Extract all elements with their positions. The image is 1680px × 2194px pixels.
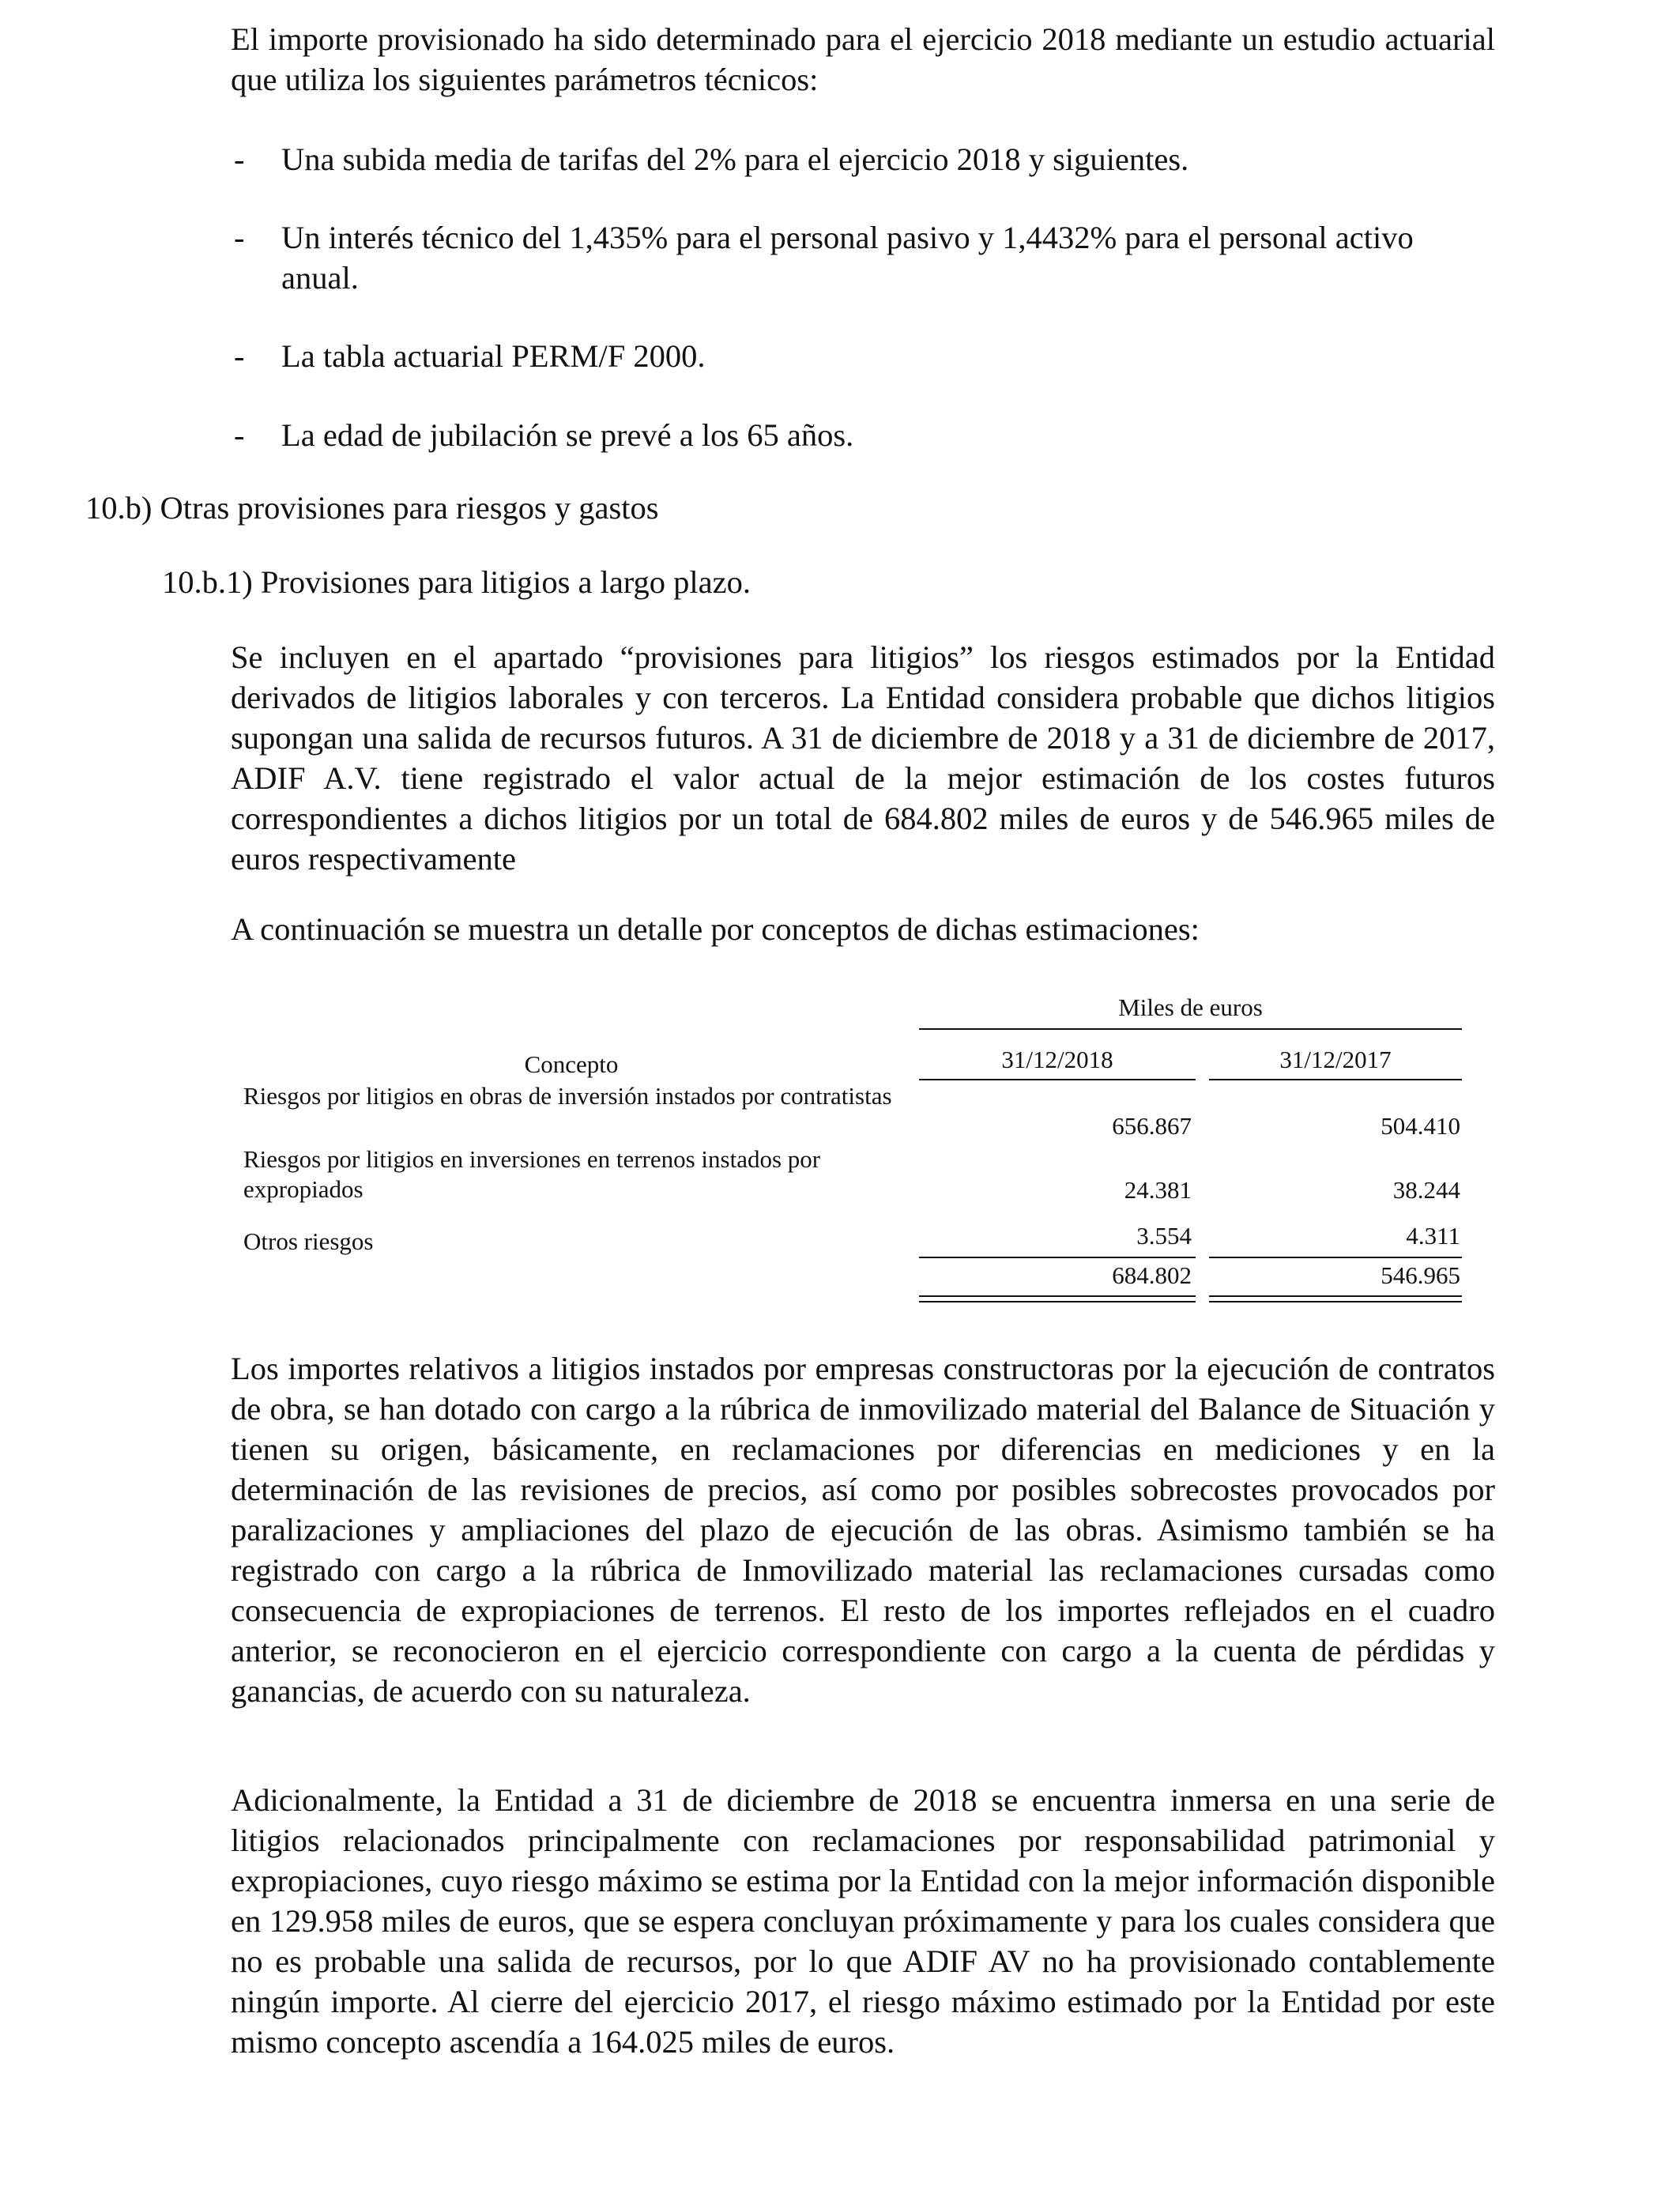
table-intro-paragraph: A continuación se muestra un detalle por conceptos de dichas estimaciones: — [231, 911, 1200, 947]
table-subtotal-rule — [1209, 1257, 1462, 1258]
constructors-paragraph: Los importes relativos a litigios instados por empresas constructoras por la ejecución de contratos de obra, se han dotado con cargo a la rúbrica de inmovilizado material del Balance de Situación y tienen su origen, básicamente, en reclamaciones por diferencias en mediciones y en la determinación de las revisiones de precios, así como por posibles sobrecostes provocados por paralizaciones y ampliaciones del plazo de ejecución de las obras. Asimismo también se ha registrado con cargo a la rúbrica de Inmovilizado material las reclamaciones cursadas como consecuencia de expropiaciones de terrenos. El resto de los importes reflejados en el cuadro anterior, se reconocieron en el ejercicio correspondiente con cargo a la cuenta de pérdidas y ganancias, de acuerdo con su naturaleza. — [231, 1351, 1495, 1709]
bullet-text: La edad de jubilación se prevé a los 65 años. — [281, 417, 854, 453]
bullet-text: La tabla actuarial PERM/F 2000. — [281, 338, 706, 374]
table-total-double-rule — [919, 1295, 1196, 1297]
table-row-value-2017: 4.311 — [1406, 1222, 1460, 1250]
table-row-concept: Otros riesgos — [243, 1227, 374, 1255]
litigation-paragraph: Se incluyen en el apartado “provisiones para litigios” los riesgos estimados por la Entidad derivados de litigios laborales y con terceros. La Entidad considera probable que dichos litigios supongan una salida de recursos futuros. A 31 de diciembre de 2018 y a 31 de diciembre de 2017, ADIF A.V. tiene registrado el valor actual de la mejor estimación de los costes futuros correspondientes a dichos litigios por un total de 684.802 miles de euros y de 546.965 miles de euros respectivamente — [231, 639, 1495, 876]
table-total-2017: 546.965 — [1381, 1261, 1460, 1289]
table-header-rule — [919, 1028, 1462, 1030]
subsection-heading-10b1: 10.b.1) Provisiones para litigios a largo plazo. — [162, 564, 751, 600]
table-concept-header: Concepto — [524, 1050, 619, 1078]
table-row-value-2018: 656.867 — [1112, 1112, 1192, 1140]
bullet-text: Un interés técnico del 1,435% para el personal pasivo y 1,4432% para el personal activo anual. — [281, 220, 1414, 296]
intro-paragraph: El importe provisionado ha sido determinado para el ejercicio 2018 mediante un estudio actuarial que utiliza los siguientes parámetros técnicos: — [231, 21, 1495, 97]
table-col-2017-header: 31/12/2017 — [1279, 1046, 1392, 1073]
bullet-marker: - — [234, 417, 245, 453]
table-col-2018-rule — [919, 1079, 1196, 1080]
section-heading-10b: 10.b) Otras provisiones para riesgos y gastos — [85, 490, 659, 526]
table-col-2018-header: 31/12/2018 — [1001, 1046, 1113, 1073]
additional-litigation-paragraph: Adicionalmente, la Entidad a 31 de diciembre de 2018 se encuentra inmersa en una serie de litigios relacionados principalmente con reclamaciones por responsabilidad patrimonial y expropiaciones, cuyo riesgo máximo se estima por la Entidad con la mejor información disponible en 129.958 miles de euros, que se espera concluyan próximamente y para los cuales considera que no es probable una salida de recursos, por lo que ADIF AV no ha provisionado contablemente ningún importe. Al cierre del ejercicio 2017, el riesgo máximo estimado por la Entidad por este mismo concepto ascendía a 164.025 miles de euros. — [231, 1782, 1495, 2060]
table-row-value-2018: 3.554 — [1136, 1222, 1192, 1250]
table-subtotal-rule — [919, 1257, 1196, 1258]
table-total-2018: 684.802 — [1112, 1261, 1192, 1289]
table-row-value-2017: 38.244 — [1392, 1176, 1460, 1204]
bullet-text: Una subida media de tarifas del 2% para el ejercicio 2018 y siguientes. — [281, 141, 1189, 177]
table-col-2017-rule — [1209, 1079, 1462, 1080]
table-total-double-rule — [1209, 1301, 1462, 1302]
table-row-value-2018: 24.381 — [1124, 1176, 1192, 1204]
bullet-marker: - — [234, 338, 245, 374]
bullet-marker: - — [234, 141, 245, 177]
bullet-marker: - — [234, 220, 245, 255]
table-row-concept: Riesgos por litigios en obras de inversión instados por contratistas — [243, 1082, 892, 1110]
table-total-double-rule — [1209, 1295, 1462, 1297]
table-row-value-2017: 504.410 — [1381, 1112, 1460, 1140]
table-unit-header: Miles de euros — [1118, 993, 1263, 1021]
table-total-double-rule — [919, 1301, 1196, 1302]
table-row-concept: Riesgos por litigios en inversiones en terrenos instados por expropiados — [243, 1145, 821, 1203]
